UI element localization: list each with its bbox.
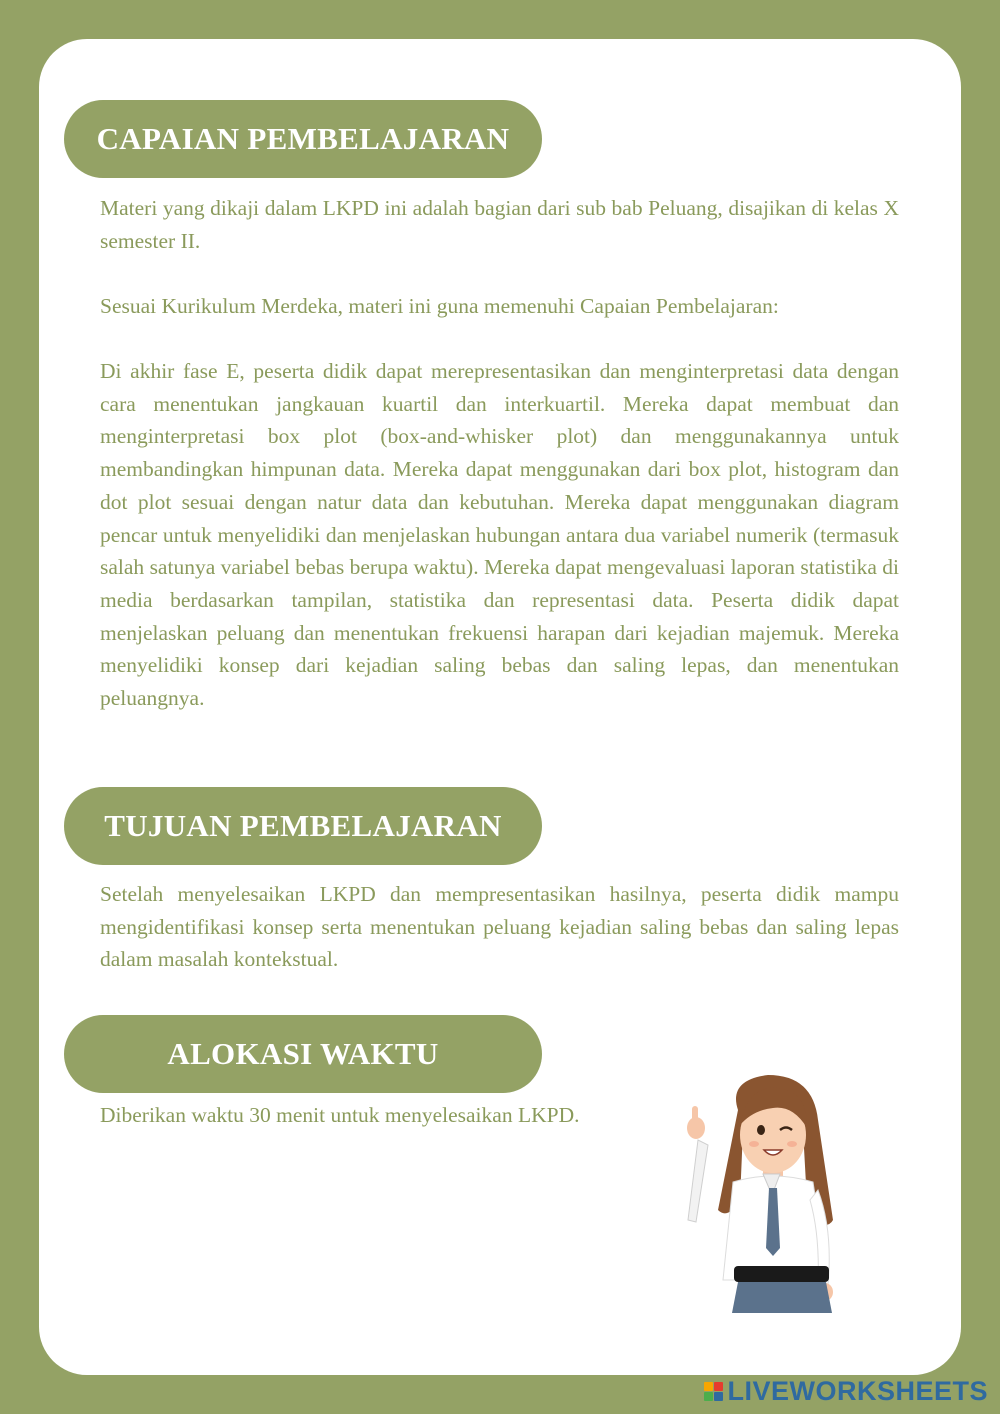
- heading-text: CAPAIAN PEMBELAJARAN: [96, 121, 510, 156]
- heading-tujuan-pembelajaran: [64, 787, 542, 865]
- heading-capaian-pembelajaran: [64, 100, 542, 178]
- liveworksheets-branding: [704, 1374, 988, 1408]
- paragraph-capaian-detail: Di akhir fase E, peserta didik dapat merepresentasikan dan menginterpretasi data dengan cara menentukan jangkauan kuartil dan interkuartil. Mereka dapat membuat dan menginterpretasi box plot (box-and-whisker plot) dan menggunakannya untuk membandingkan himpunan data. Mereka dapat menggunakan dari box plot, histogram dan dot plot sesuai dengan natur data dan kebutuhan. Mereka dapat menggunakan diagram pencar untuk menyelidiki dan menjelaskan hubungan antara dua variabel numerik (termasuk salah satunya variabel bebas berupa waktu). Mereka dapat mengevaluasi laporan statistika di media berdasarkan tampilan, statistika dan representasi data. Peserta didik dapat menjelaskan peluang dan menentukan frekuensi harapan dari kejadian majemuk. Mereka menyelidiki konsep dari kejadian saling bebas dan saling lepas, dan menentukan peluangnya.: [100, 359, 899, 711]
- brand-text: LIVEWORKSHEETS: [727, 1375, 988, 1406]
- paragraph-alokasi: Diberikan waktu 30 menit untuk menyelesaikan LKPD.: [100, 1103, 580, 1127]
- liveworksheets-logo-icon: [704, 1382, 723, 1401]
- heading-text: TUJUAN PEMBELAJARAN: [104, 808, 502, 843]
- girl-pointing-illustration: [668, 1070, 868, 1320]
- heading-text: ALOKASI WAKTU: [167, 1036, 439, 1071]
- paragraph-tujuan: Setelah menyelesaikan LKPD dan mempresentasikan hasilnya, peserta didik mampu mengidentifikasi konsep serta menentukan peluang kejadian saling bebas dan saling lepas dalam masalah kontekstual.: [100, 882, 899, 972]
- paragraph-kurikulum: Sesuai Kurikulum Merdeka, materi ini guna memenuhi Capaian Pembelajaran:: [100, 294, 779, 318]
- paragraph-materi-intro: Materi yang dikaji dalam LKPD ini adalah bagian dari sub bab Peluang, disajikan di kelas X semester II.: [100, 196, 899, 253]
- heading-alokasi-waktu: [64, 1015, 542, 1093]
